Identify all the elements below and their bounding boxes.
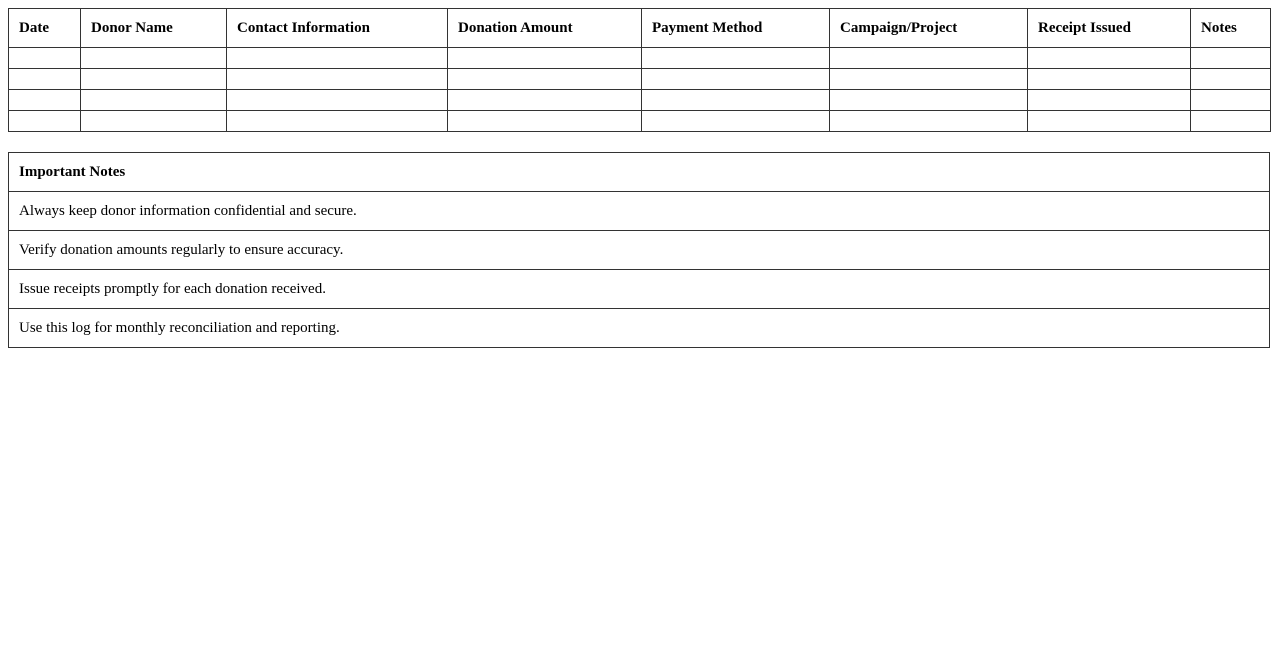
column-header-campaign-project: Campaign/Project <box>830 9 1028 48</box>
table-cell[interactable] <box>642 90 830 111</box>
table-cell[interactable] <box>227 69 448 90</box>
table-cell[interactable] <box>642 69 830 90</box>
table-row <box>9 69 1271 90</box>
table-cell[interactable] <box>227 48 448 69</box>
table-cell[interactable] <box>81 48 227 69</box>
table-cell[interactable] <box>9 111 81 132</box>
table-cell[interactable] <box>448 48 642 69</box>
note-item: Issue receipts promptly for each donation received. <box>9 270 1270 309</box>
column-header-donor-name: Donor Name <box>81 9 227 48</box>
table-cell[interactable] <box>227 90 448 111</box>
table-cell[interactable] <box>1191 69 1271 90</box>
table-cell[interactable] <box>830 48 1028 69</box>
table-cell[interactable] <box>830 90 1028 111</box>
table-cell[interactable] <box>448 90 642 111</box>
column-header-receipt-issued: Receipt Issued <box>1028 9 1191 48</box>
table-cell[interactable] <box>448 69 642 90</box>
table-cell[interactable] <box>9 48 81 69</box>
table-cell[interactable] <box>448 111 642 132</box>
column-header-payment-method: Payment Method <box>642 9 830 48</box>
table-row <box>9 90 1271 111</box>
notes-row <box>9 231 1270 270</box>
column-header-date: Date <box>9 9 81 48</box>
important-notes-table <box>8 152 1270 348</box>
table-cell[interactable] <box>81 111 227 132</box>
table-cell[interactable] <box>1028 69 1191 90</box>
table-cell[interactable] <box>642 48 830 69</box>
column-header-contact-information: Contact Information <box>227 9 448 48</box>
note-item: Always keep donor information confidential and secure. <box>9 192 1270 231</box>
header-row <box>9 9 1271 48</box>
table-cell[interactable] <box>1028 48 1191 69</box>
table-cell[interactable] <box>9 69 81 90</box>
table-cell[interactable] <box>9 90 81 111</box>
table-row <box>9 111 1271 132</box>
note-item: Verify donation amounts regularly to ensure accuracy. <box>9 231 1270 270</box>
table-cell[interactable] <box>1191 48 1271 69</box>
table-cell[interactable] <box>81 90 227 111</box>
table-cell[interactable] <box>642 111 830 132</box>
notes-row <box>9 309 1270 348</box>
notes-row <box>9 270 1270 309</box>
table-row <box>9 48 1271 69</box>
column-header-notes: Notes <box>1191 9 1271 48</box>
table-cell[interactable] <box>1191 111 1271 132</box>
table-cell[interactable] <box>1028 90 1191 111</box>
table-cell[interactable] <box>81 69 227 90</box>
table-cell[interactable] <box>1191 90 1271 111</box>
notes-row <box>9 192 1270 231</box>
donation-log-table <box>8 8 1271 132</box>
notes-heading: Important Notes <box>9 153 1270 192</box>
column-header-donation-amount: Donation Amount <box>448 9 642 48</box>
table-cell[interactable] <box>1028 111 1191 132</box>
table-cell[interactable] <box>830 111 1028 132</box>
table-cell[interactable] <box>830 69 1028 90</box>
notes-header-row <box>9 153 1270 192</box>
table-cell[interactable] <box>227 111 448 132</box>
note-item: Use this log for monthly reconciliation and reporting. <box>9 309 1270 348</box>
